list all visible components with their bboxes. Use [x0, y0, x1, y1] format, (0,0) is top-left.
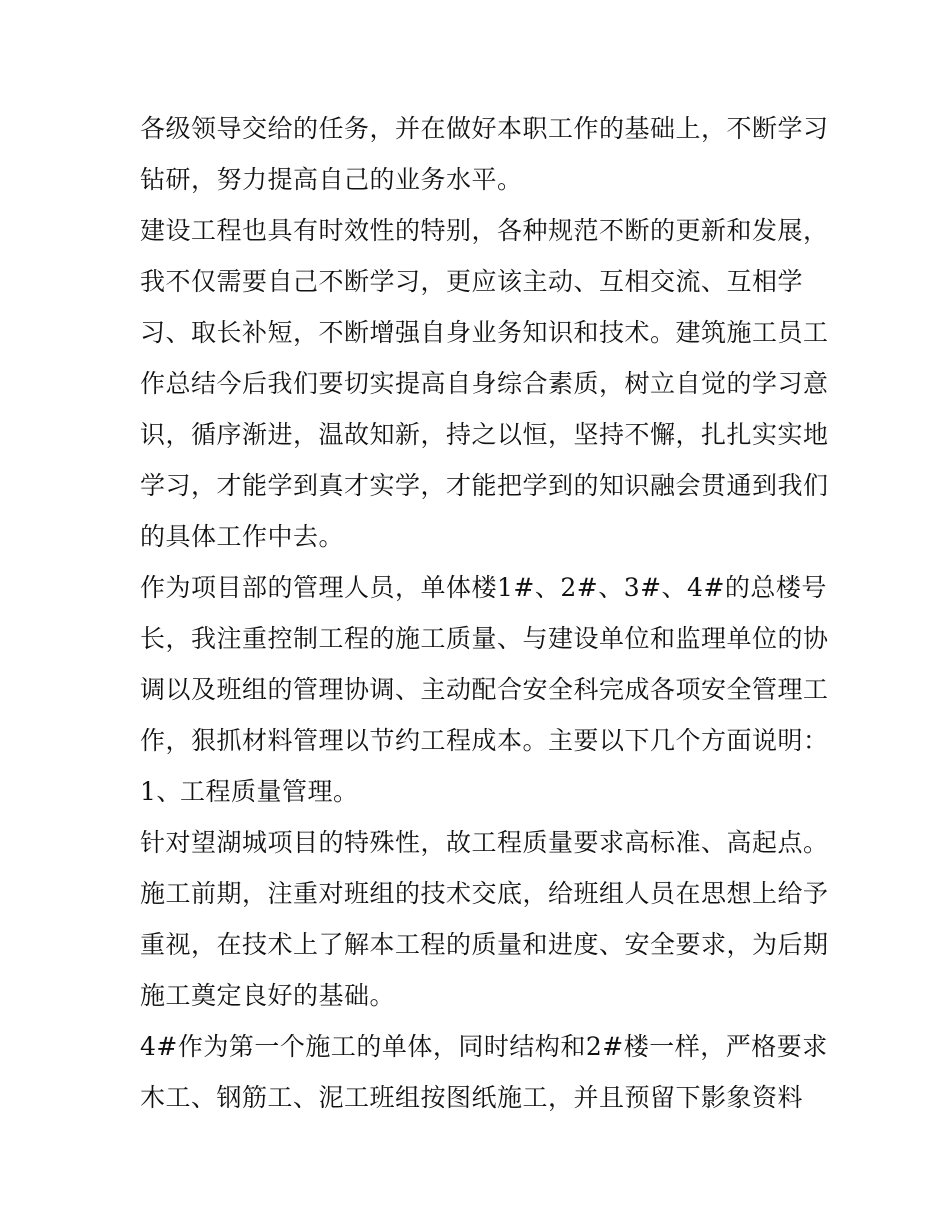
list-item-text: 工程质量管理。: [180, 777, 359, 806]
text-line: 作为项目部的管理人员，单体楼1#、2#、3#、4#的总楼号: [140, 573, 827, 602]
text-line: 我不仅需要自己不断学习，更应该主动、互相交流、互相学: [140, 267, 804, 296]
text-line: 施工前期，注重对班组的技术交底，给班组人员在思想上给予: [140, 879, 829, 908]
text-line: 施工奠定良好的基础。: [140, 981, 396, 1010]
text-line: 作总结今后我们要切实提高自身综合素质，树立自觉的学习意: [140, 369, 829, 398]
text-line: 调以及班组的管理协调、主动配合安全科完成各项安全管理工: [140, 675, 829, 704]
text-line: 木工、钢筋工、泥工班组按图纸施工，并且预留下影象资料: [140, 1083, 804, 1112]
text-line: 重视，在技术上了解本工程的质量和进度、安全要求，为后期: [140, 930, 829, 959]
text-line: 建设工程也具有时效性的特别，各种规范不断的更新和发展，: [140, 216, 829, 245]
text-line: 作，狠抓材料管理以节约工程成本。主要以下几个方面说明：: [140, 726, 829, 755]
text-line: 长，我注重控制工程的施工质量、与建设单位和监理单位的协: [140, 624, 829, 653]
text-line: 钻研，努力提高自己的业务水平。: [140, 165, 523, 194]
text-line: 识，循序渐进，温故知新，持之以恒，坚持不懈，扎扎实实地: [140, 420, 829, 449]
text-line: 学习，才能学到真才实学，才能把学到的知识融会贯通到我们: [140, 471, 829, 500]
text-line: 各级领导交给的任务，并在做好本职工作的基础上，不断学习: [140, 114, 829, 143]
list-item: [140, 775, 830, 809]
text-line: 习、取长补短，不断增强自身业务知识和技术。建筑施工员工: [140, 318, 829, 347]
text-line: 4#作为第一个施工的单体，同时结构和2#楼一样，严格要求: [140, 1032, 828, 1061]
text-line: 针对望湖城项目的特殊性，故工程质量要求高标准、高起点。: [140, 828, 829, 857]
text-line: 的具体工作中去。: [140, 522, 345, 551]
list-number: 1、: [140, 777, 182, 806]
